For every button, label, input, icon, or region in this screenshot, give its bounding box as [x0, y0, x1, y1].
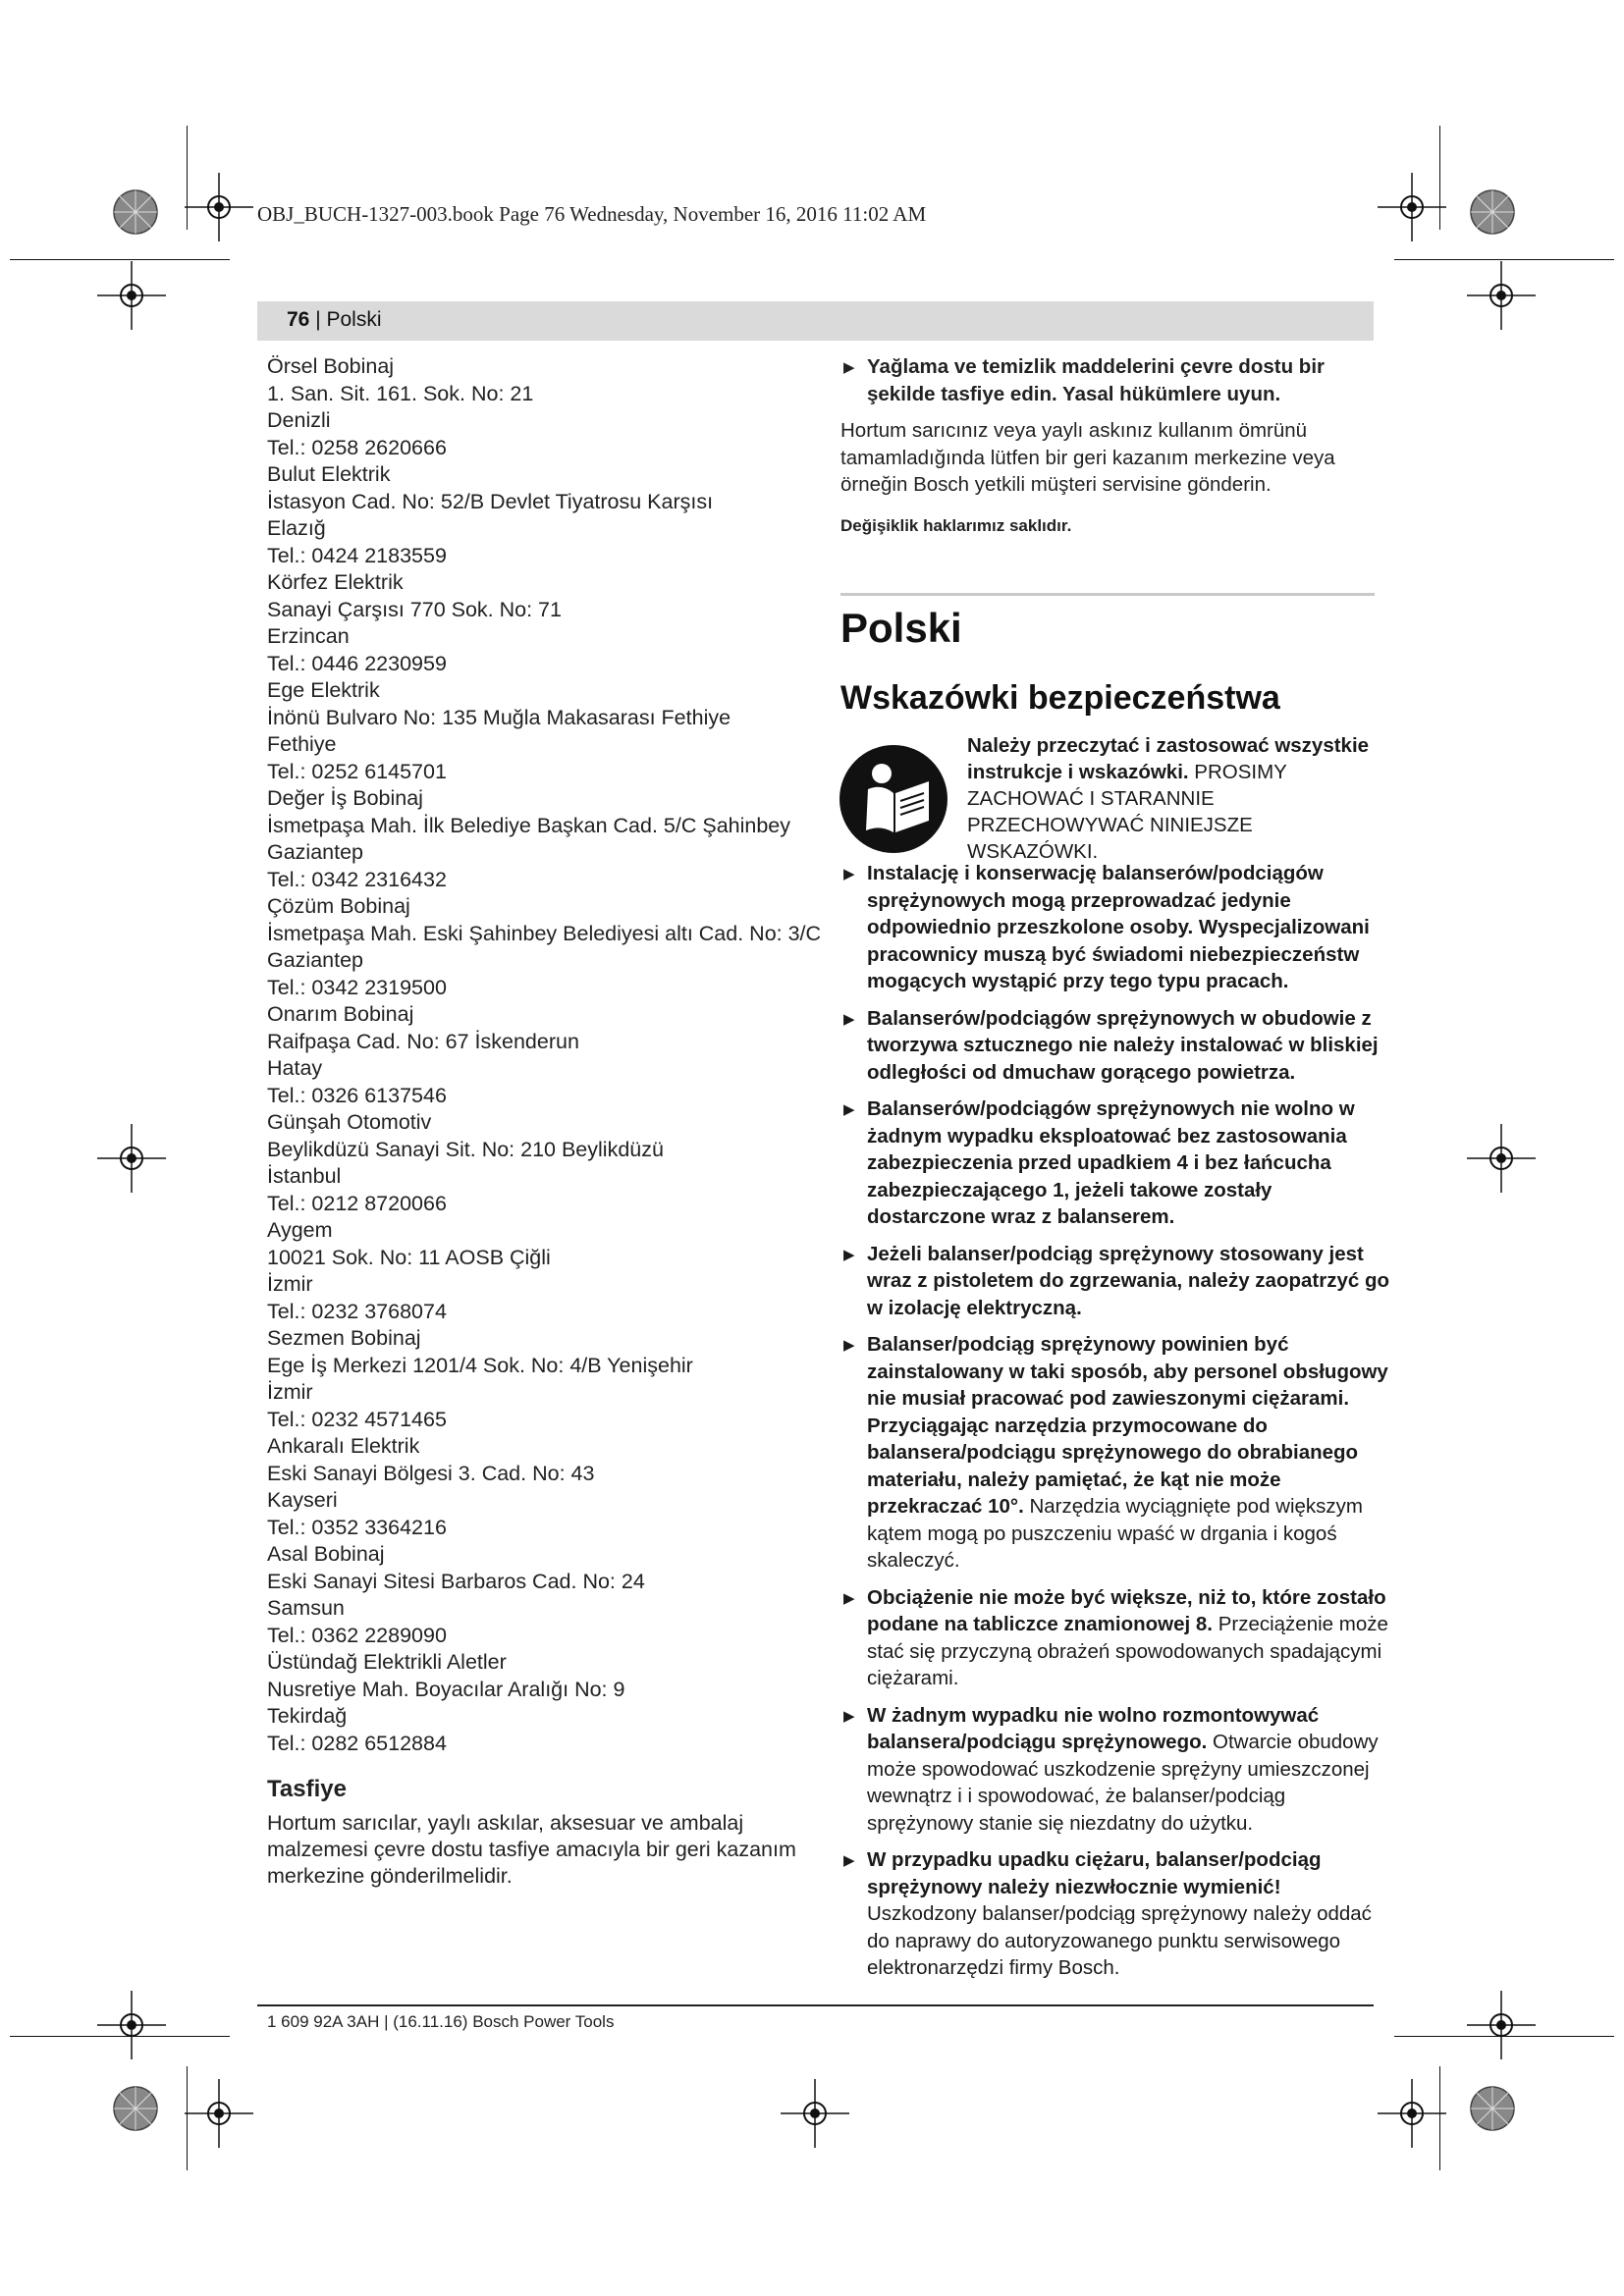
print-info: OBJ_BUCH-1327-003.book Page 76 Wednesday, November 16, 2016 11:02 AM	[257, 202, 927, 226]
service-city: Samsun	[267, 1596, 345, 1620]
service-entry	[267, 1433, 797, 1541]
service-entry	[267, 353, 797, 461]
service-tel: Tel.: 0424 2183559	[267, 543, 447, 567]
service-address: Eski Sanayi Bölgesi 3. Cad. No: 43	[267, 1461, 595, 1485]
crop-line	[187, 126, 188, 230]
crop-line	[10, 2036, 230, 2037]
service-name: Ege Elektrik	[267, 678, 380, 702]
bullet-arrow-icon: ▶	[843, 1852, 855, 1869]
service-name: Günşah Otomotiv	[267, 1110, 432, 1134]
registration-mark-top-right	[1463, 183, 1522, 241]
left-column	[267, 353, 822, 1890]
service-city: İstanbul	[267, 1164, 342, 1188]
service-tel: Tel.: 0352 3364216	[267, 1515, 447, 1539]
crop-line	[1439, 2066, 1440, 2170]
bullet-arrow-icon: ▶	[843, 866, 855, 882]
tasfiye-heading: Tasfiye	[267, 1776, 347, 1802]
rights-reserved: Değişiklik haklarımız saklıdır.	[840, 515, 1072, 535]
service-name: Körfez Elektrik	[267, 570, 404, 594]
service-address: İsmetpaşa Mah. İlk Belediye Başkan Cad. 5/C Şahinbey	[267, 813, 791, 837]
service-name: Asal Bobinaj	[267, 1542, 385, 1566]
crop-line	[1394, 259, 1614, 260]
service-name: Sezmen Bobinaj	[267, 1326, 421, 1350]
crosshair-mark	[185, 2079, 253, 2148]
service-name: Örsel Bobinaj	[267, 354, 395, 378]
crosshair-mark	[1378, 173, 1446, 241]
safety-bullet: ▶ Balanser/podciąg sprężynowy powinien być zainstalowany w taki sposób, aby personel obsługowy nie musiał pracować pod zawieszonymi ciężarami. Przyciągając narzędzia przymocowane do balansera/podciągu sprężynowego do obrabianego materiału, należy pamiętać, że kąt nie może przekraczać 10°. Narzędzia wyciągnięte pod większym kątem mogą po puszczeniu wpaść w drgania i kogoś skaleczyć.	[843, 1333, 1388, 1572]
page-footer: 1 609 92A 3AH | (16.11.16) Bosch Power Tools	[267, 2012, 615, 2031]
safety-bullets	[840, 860, 1390, 1992]
disposal-bullet: ▶ Yağlama ve temizlik maddelerini çevre dostu bir şekilde tasfiye edin. Yasal hükümlere uyun.	[843, 355, 1325, 405]
crosshair-mark	[97, 261, 166, 330]
service-tel: Tel.: 0232 4571465	[267, 1407, 447, 1431]
disposal-paragraph: Hortum sarıcınız veya yaylı askınız kullanım ömrünü tamamladığında lütfen bir geri kazanım merkezine veya örneğin Bosch yetkili müşteri servisine gönderin.	[840, 419, 1335, 496]
service-entry	[267, 785, 797, 893]
service-name: Değer İş Bobinaj	[267, 786, 423, 810]
service-name: Üstündağ Elektrikli Aletler	[267, 1650, 507, 1674]
right-column	[840, 353, 1386, 539]
safety-bullet: ▶ Balanserów/podciągów sprężynowych nie wolno w żadnym wypadku eksploatować bez zastosowania zabezpieczenia przed upadkiem 4 i bez łańcucha zabezpieczającego 1, jeżeli takowe zostały dostarczone wraz z balanserem.	[843, 1097, 1355, 1228]
safety-bullet: ▶ W żadnym wypadku nie wolno rozmontowywać balansera/podciągu sprężynowego. Otwarcie obudowy może spowodować uszkodzenie sprężyny umieszczonej wewnątrz i i spowodować, że balanser/podciąg sprężynowy stanie się niezdatny do użytku.	[843, 1703, 1379, 1835]
bullet-arrow-icon: ▶	[843, 1337, 855, 1354]
service-address: İsmetpaşa Mah. Eski Şahinbey Belediyesi altı Cad. No: 3/C	[267, 921, 822, 945]
service-city: İzmir	[267, 1272, 313, 1296]
section-divider	[840, 593, 1375, 596]
service-tel: Tel.: 0326 6137546	[267, 1083, 447, 1107]
service-entry	[267, 569, 797, 677]
safety-bullet: ▶ Jeżeli balanser/podciąg sprężynowy stosowany jest wraz z pistoletem do zgrzewania, należy zaopatrzyć go w izolację elektryczną.	[843, 1242, 1389, 1319]
bullet-arrow-icon: ▶	[843, 1707, 855, 1725]
page-header: 76 | Polski	[257, 301, 1374, 341]
service-name: Bulut Elektrik	[267, 462, 391, 486]
crosshair-mark	[97, 1991, 166, 2059]
service-city: İzmir	[267, 1380, 313, 1404]
service-entry	[267, 893, 822, 1001]
service-city: Elazığ	[267, 516, 326, 540]
service-address: İnönü Bulvaro No: 135 Muğla Makasarası Fethiye	[267, 705, 731, 729]
service-tel: Tel.: 0282 6512884	[267, 1731, 447, 1755]
service-tel: Tel.: 0232 3768074	[267, 1299, 447, 1323]
service-tel: Tel.: 0446 2230959	[267, 651, 447, 675]
service-tel: Tel.: 0362 2289090	[267, 1623, 447, 1647]
safety-bullet: ▶ Balanserów/podciągów sprężynowych w obudowie z tworzywa sztucznego nie należy instalować w bliskiej odległości od dmuchaw gorącego powietrza.	[843, 1006, 1379, 1084]
service-entry	[267, 677, 797, 785]
service-entry	[267, 1325, 797, 1433]
bullet-arrow-icon: ▶	[843, 1589, 855, 1607]
service-city: Fethiye	[267, 732, 337, 756]
service-name: Çözüm Bobinaj	[267, 894, 410, 918]
service-tel: Tel.: 0252 6145701	[267, 759, 447, 783]
service-tel: Tel.: 0212 8720066	[267, 1191, 447, 1215]
bullet-arrow-icon: ▶	[843, 359, 855, 376]
section-name: Polski	[326, 308, 382, 331]
service-address: İstasyon Cad. No: 52/B Devlet Tiyatrosu Karşısı	[267, 489, 714, 513]
service-city: Gaziantep	[267, 840, 364, 864]
crop-line	[1439, 126, 1440, 230]
service-list	[267, 353, 822, 1757]
registration-mark-top-left	[106, 183, 165, 241]
service-tel: Tel.: 0258 2620666	[267, 435, 447, 459]
crosshair-mark	[781, 2079, 849, 2148]
crosshair-mark	[1467, 261, 1536, 330]
service-entry	[267, 1217, 797, 1325]
tasfiye-text: Hortum sarıcılar, yaylı askılar, aksesuar ve ambalaj malzemesi çevre dostu tasfiye amacıyla bir geri kazanım merkezine gönderilmelidir.	[267, 1811, 796, 1888]
crosshair-mark	[185, 173, 253, 241]
crosshair-mark	[1378, 2079, 1446, 2148]
safety-bullet: ▶ W przypadku upadku ciężaru, balanser/podciąg sprężynowy należy niezwłocznie wymienić! Uszkodzony balanser/podciąg sprężynowy należy oddać do naprawy do autoryzowanego punktu serwisowego elektronarzędzi firmy Bosch.	[843, 1848, 1372, 1979]
registration-mark-bottom-right	[1463, 2079, 1522, 2138]
service-entry	[267, 1541, 797, 1649]
service-address: Eski Sanayi Sitesi Barbaros Cad. No: 24	[267, 1569, 645, 1593]
crop-line	[1394, 2036, 1614, 2037]
crop-line	[10, 259, 230, 260]
crosshair-mark	[1467, 1124, 1536, 1193]
service-city: Kayseri	[267, 1488, 338, 1512]
crop-line	[187, 2066, 188, 2170]
service-entry	[267, 1649, 797, 1757]
service-tel: Tel.: 0342 2319500	[267, 975, 447, 999]
read-manual-icon	[839, 744, 948, 854]
service-entry	[267, 1109, 797, 1217]
service-address: Ege İş Merkezi 1201/4 Sok. No: 4/B Yenişehir	[267, 1353, 693, 1377]
service-city: Erzincan	[267, 624, 350, 648]
service-name: Onarım Bobinaj	[267, 1002, 414, 1026]
service-city: Denizli	[267, 408, 331, 432]
service-address: 1. San. Sit. 161. Sok. No: 21	[267, 381, 534, 405]
service-name: Aygem	[267, 1218, 333, 1242]
service-tel: Tel.: 0342 2316432	[267, 867, 447, 891]
service-city: Hatay	[267, 1056, 323, 1080]
crosshair-mark	[1467, 1991, 1536, 2059]
service-address: Nusretiye Mah. Boyacılar Aralığı No: 9	[267, 1677, 625, 1701]
service-address: Raifpaşa Cad. No: 67 İskenderun	[267, 1029, 579, 1053]
safety-bullet: ▶ Obciążenie nie może być większe, niż to, które zostało podane na tabliczce znamionowej 8. Przeciążenie może stać się przyczyną obrażeń spowodowanych spadającymi ciężarami.	[843, 1585, 1388, 1689]
service-city: Gaziantep	[267, 948, 364, 972]
language-heading: Polski	[840, 605, 962, 651]
bullet-arrow-icon: ▶	[843, 1010, 855, 1028]
bullet-arrow-icon: ▶	[843, 1246, 855, 1263]
service-address: Beylikdüzü Sanayi Sit. No: 210 Beylikdüzü	[267, 1137, 664, 1161]
service-city: Tekirdağ	[267, 1704, 348, 1728]
service-entry	[267, 461, 797, 569]
safety-bullet: ▶ Instalację i konserwację balanserów/podciągów sprężynowych mogą przeprowadzać jedynie odpowiednio przeszkolone osoby. Wyspecjalizowani pracownicy muszą być świadomi niebezpieczeństw mogących wystąpić przy tego typu pracach.	[843, 862, 1370, 992]
crosshair-mark	[97, 1124, 166, 1193]
read-instructions: Należy przeczytać i zastosować wszystkie instrukcje i wskazówki. PROSIMY ZACHOWAĆ I STARANNIE PRZECHOWYWAĆ NINIEJSZE WSKAZÓWKI.	[967, 734, 1370, 863]
service-address: Sanayi Çarşısı 770 Sok. No: 71	[267, 597, 562, 621]
page-number: 76	[287, 308, 310, 331]
service-name: Ankaralı Elektrik	[267, 1434, 420, 1458]
bullet-arrow-icon: ▶	[843, 1101, 855, 1118]
footer-rule	[257, 2004, 1374, 2006]
service-address: 10021 Sok. No: 11 AOSB Çiğli	[267, 1245, 551, 1269]
service-entry	[267, 1001, 797, 1109]
safety-heading: Wskazówki bezpieczeństwa	[840, 679, 1280, 717]
registration-mark-bottom-left	[106, 2079, 165, 2138]
